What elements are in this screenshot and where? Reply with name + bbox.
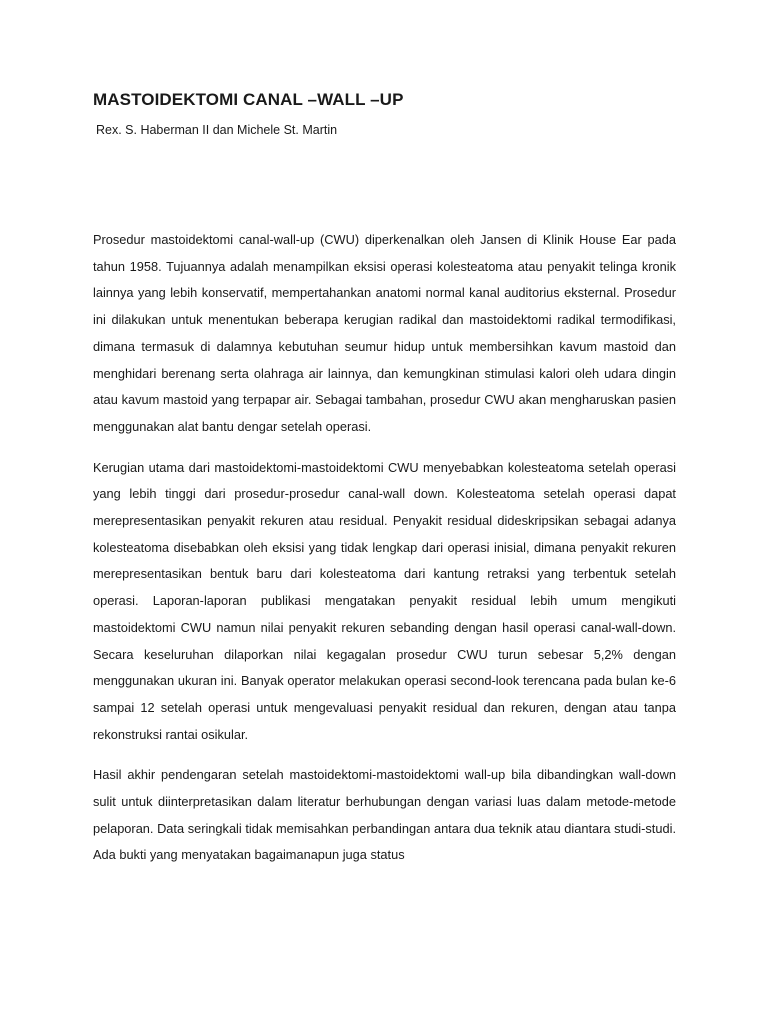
document-title: MASTOIDEKTOMI CANAL –WALL –UP — [93, 90, 404, 109]
paragraph-2: Kerugian utama dari mastoidektomi-mastoidektomi CWU menyebabkan kolesteatoma setelah operasi yang lebih tinggi dari prosedur-prosedur canal-wall down. Kolesteatoma setelah operasi dapat merepresentasikan penyakit rekuren atau residual. Penyakit residual dideskripsikan sebagai adanya kolesteatoma disebabkan oleh eksisi yang tidak lengkap dari operasi inisial, dimana penyakit rekuren merepresentasikan bentuk baru dari kolesteatoma dari kantung retraksi yang terbentuk setelah operasi. Laporan-laporan publikasi mengatakan penyakit residual lebih umum mengikuti mastoidektomi CWU namun nilai penyakit rekuren sebanding dengan hasil operasi canal-wall-down. Secara keseluruhan dilaporkan nilai kegagalan prosedur CWU turun sebesar 5,2% dengan menggunakan ukuran ini. Banyak operator melakukan operasi second-look terencana pada bulan ke-6 sampai 12 setelah operasi untuk mengevaluasi penyakit residual dan rekuren, dengan atau tanpa rekonstruksi rantai osikular. — [93, 459, 676, 742]
paragraph-3: Hasil akhir pendengaran setelah mastoidektomi-mastoidektomi wall-up bila dibandingkan wall-down sulit untuk diinterpretasikan dalam literatur berhubungan dengan variasi luas dalam metode-metode pelaporan. Data seringkali tidak memisahkan perbandingan antara dua teknik atau diantara studi-studi. Ada bukti yang menyatakan bagaimanapun juga status — [93, 767, 676, 863]
document-body — [93, 227, 676, 869]
document-authors: Rex. S. Haberman II dan Michele St. Martin — [96, 123, 338, 137]
paragraph-1: Prosedur mastoidektomi canal-wall-up (CWU) diperkenalkan oleh Jansen di Klinik House Ear pada tahun 1958. Tujuannya adalah menampilkan eksisi operasi kolesteatoma atau penyakit telinga kronik lainnya yang lebih konservatif, mempertahankan anatomi normal kanal auditorius eksternal. Prosedur ini dilakukan untuk menentukan beberapa kerugian radikal dan mastoidektomi radikal termodifikasi, dimana termasuk di dalamnya kebutuhan seumur hidup untuk membersihkan kavum mastoid dan menghidari berenang serta olahraga air lainnya, dan kemungkinan stimulasi kalori oleh udara dingin atau kavum mastoid yang terpapar air. Sebagai tambahan, prosedur CWU akan mengharuskan pasien menggunakan alat bantu dengar setelah operasi. — [93, 232, 676, 434]
